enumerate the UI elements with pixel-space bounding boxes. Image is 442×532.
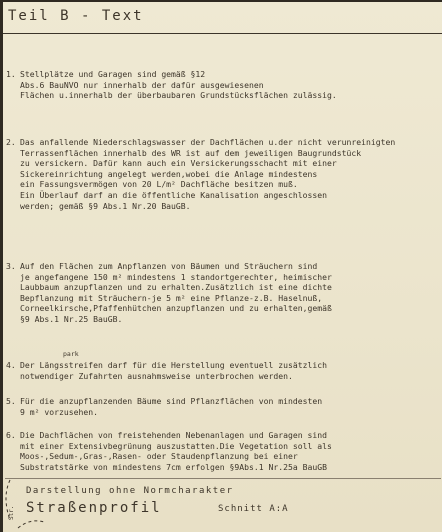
text-item-4 (6, 360, 438, 384)
section-divider (5, 478, 441, 479)
item-number: 4. (6, 360, 16, 370)
page-title: Teil B - Text (8, 8, 144, 24)
title-underline (3, 33, 442, 34)
text-item-3 (6, 261, 438, 327)
item-text: Auf den Flächen zum Anpflanzen von Bäumen und Sträuchern sind je angefangene 150 m² mindestens 1 standortgerechter, heimischer Laubbaum anzupflanzen und zu erhalten.Zusätzlich ist eine dichte Bepflanzung mit Sträuchern-je 5 m² eine Pflanze-z.B. Haselnuß, Corneelkirsche,Pfaffenhütchen anzupflanzen und zu erhalten,gemäß §9 Abs.1 Nr.25 BauGB. (20, 261, 332, 324)
strassenprofil-heading: Straßenprofil (26, 500, 162, 516)
item-number: 1. (6, 69, 16, 79)
item-number: 3. (6, 261, 16, 271)
item-text: Für die anzupflanzenden Bäume sind Pflanzflächen von mindesten 9 m² vorzusehen. (20, 396, 323, 417)
text-item-2 (6, 137, 438, 215)
item-text: Die Dachflächen von freistehenden Nebenanlagen und Garagen sind mit einer Extensivbegrünung auszustatten.Die Vegetation soll als Moos-,Sedum-,Gras-,Rasen- oder Staudenpflanzung bei einer Substratstärke von mindestens 7cm erfolgen §9Abs.1 Nr.25a BauGB (20, 430, 332, 472)
item-number: 6. (6, 430, 16, 440)
item-text: Der Längsstreifen darf für die Herstellung eventuell zusätzlich notwendiger Zufahrten ausnahmsweise unterbrochen werden. (20, 360, 327, 381)
text-item-5 (6, 396, 438, 420)
schnitt-label: Schnitt A:A (218, 504, 289, 514)
item-text: Stellplätze und Garagen sind gemäß §12 Abs.6 BauNVO nur innerhalb der dafür ausgewiesenen Flächen u.innerhalb der überbaubaren Grundstücksflächen zulässig. (20, 69, 337, 101)
item-number: 2. (6, 137, 16, 147)
side-label: Str. (8, 505, 15, 520)
darstellung-note: Darstellung ohne Normcharakter (26, 486, 234, 496)
frame-border-top (0, 0, 442, 2)
text-item-1 (6, 69, 438, 103)
item-text: Das anfallende Niederschlagswasser der Dachflächen u.der nicht verunreinigten Terrassenflächen innerhalb des WR ist auf dem jeweiligen Baugrundstück zu versickern. Dafür kann auch ein Versickerungsschacht mit einer Sickereinrichtung angelegt werden,wobei die Anlage mindestens ein Fassungsvermögen von 20 L/m² Dachfläche besitzen muß. Ein Überlauf darf an die öffentliche Kanalisation angeschlossen werden; gemäß §9 Abs.1 Nr.20 BauGB. (20, 137, 396, 211)
frame-border-left (0, 0, 3, 532)
text-item-6 (6, 430, 438, 476)
park-label: park (63, 350, 79, 358)
item-number: 5. (6, 396, 16, 406)
